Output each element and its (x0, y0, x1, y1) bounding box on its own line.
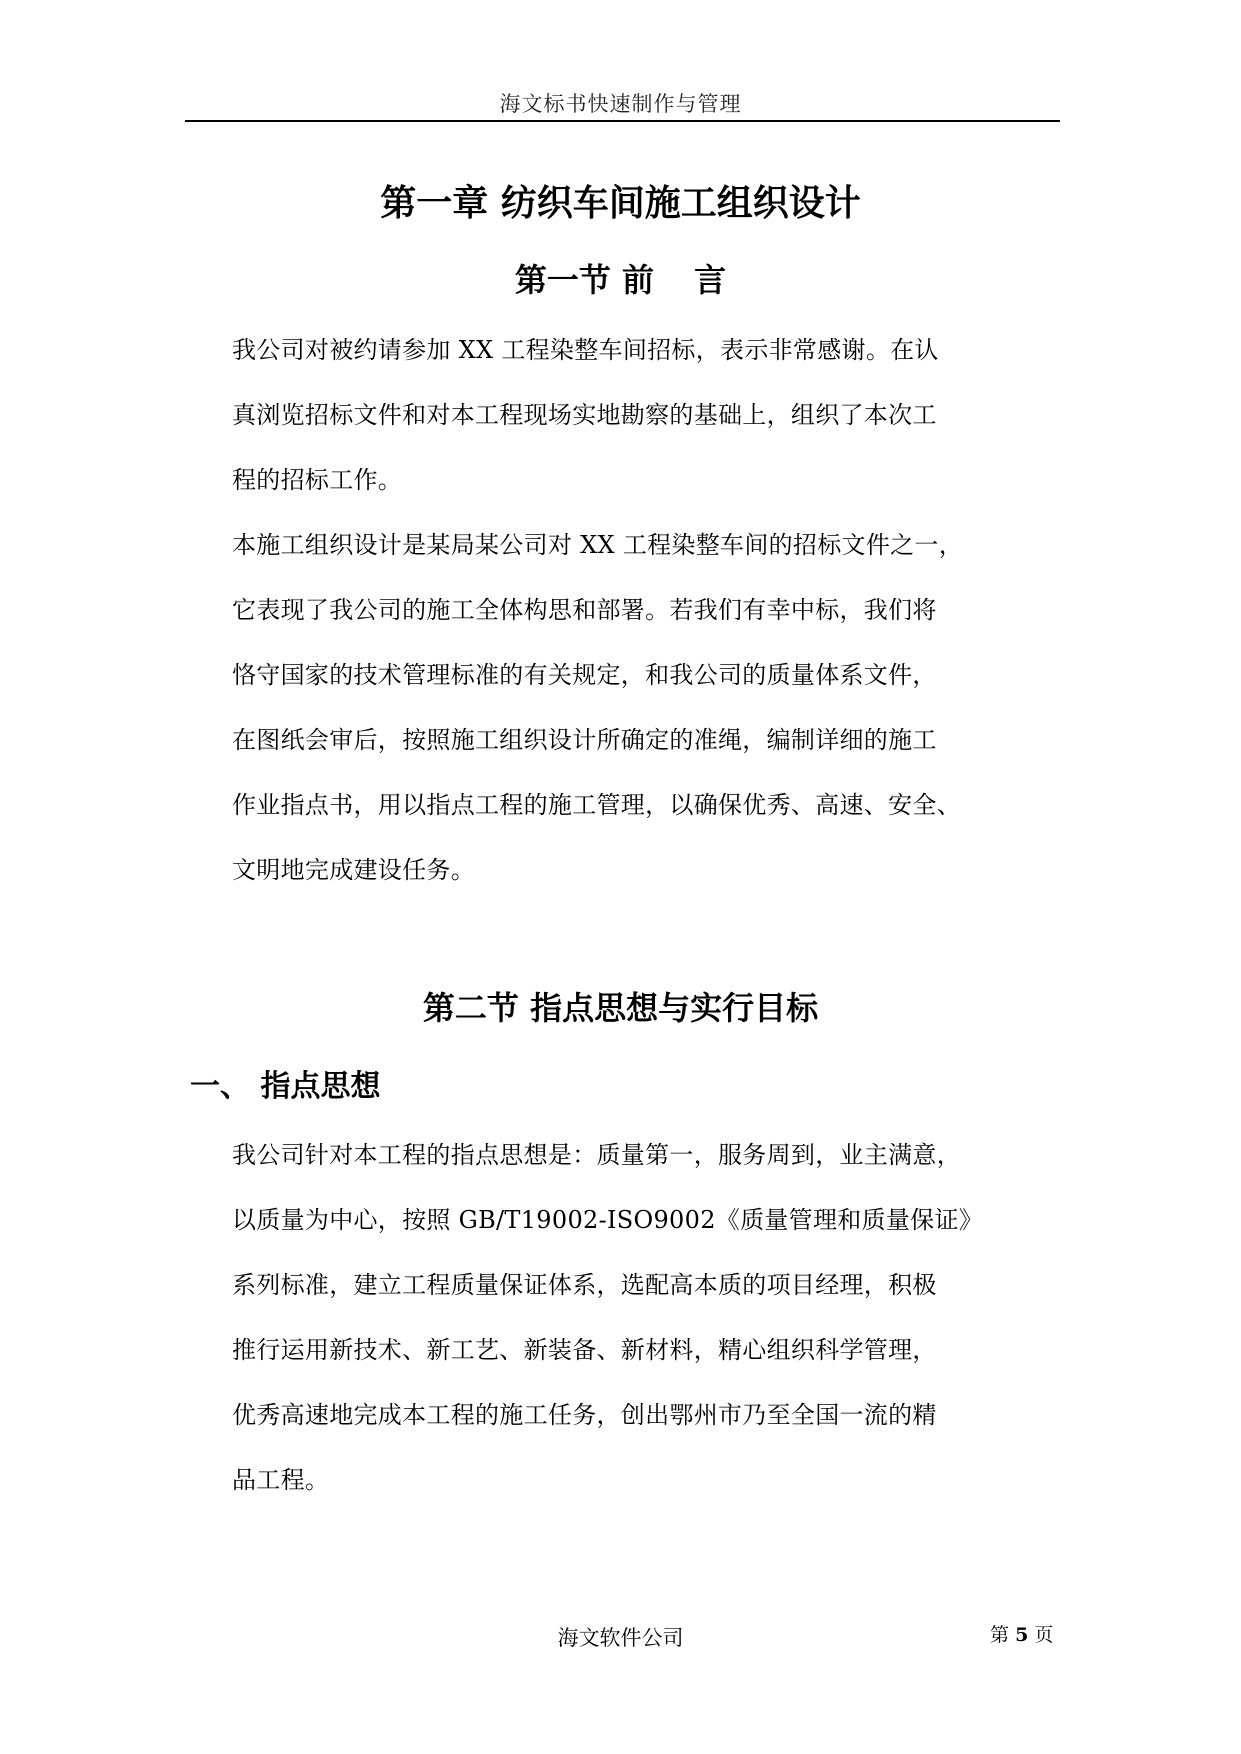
paragraph-preface-1 (232, 335, 1012, 530)
paragraph-line: 我公司对被约请参加 XX 工程染整车间招标，表示非常感谢。在认 (232, 336, 939, 364)
page-number-suffix: 页 (1034, 1624, 1054, 1646)
page-number-prefix: 第 (990, 1624, 1010, 1646)
paragraph-line: 程的招标工作。 (232, 466, 403, 494)
subheading-guiding-thought: 一、 指点思想 (190, 1069, 381, 1104)
footer-company: 海文软件公司 (557, 1626, 684, 1650)
paragraph-line: 它表现了我公司的施工全体构思和部署。若我们有幸中标，我们将 (232, 596, 937, 624)
section-title-preface (0, 255, 1241, 301)
paragraph-line: 恪守国家的技术管理标准的有关规定，和我公司的质量体系文件， (232, 661, 937, 689)
paragraph-line: 品工程。 (232, 1466, 330, 1494)
paragraph-line: 推行运用新技术、新工艺、新装备、新材料，精心组织科学管理， (232, 1336, 937, 1364)
paragraph-guiding-thought (232, 1140, 1012, 1530)
section-title-prefix: 第一节 前 (514, 261, 655, 299)
paragraph-line: 优秀高速地完成本工程的施工任务，创出鄂州市乃至全国一流的精 (232, 1401, 937, 1429)
running-header: 海文标书快速制作与管理 (499, 92, 742, 116)
paragraph-line: 本施工组织设计是某局某公司对 XX 工程染整车间的招标文件之一， (232, 531, 964, 559)
page-number (990, 1620, 1053, 1647)
paragraph-line: 在图纸会审后，按照施工组织设计所确定的准绳，编制详细的施工 (232, 726, 937, 754)
page-number-value: 5 (1015, 1624, 1029, 1646)
chapter-title: 第一章 纺织车间施工组织设计 (380, 183, 861, 224)
paragraph-line: 系列标准，建立工程质量保证体系，选配高本质的项目经理，积极 (232, 1271, 937, 1299)
paragraph-line: 真浏览招标文件和对本工程现场实地勘察的基础上，组织了本次工 (232, 401, 937, 429)
section-title-guiding: 第二节 指点思想与实行目标 (422, 989, 819, 1027)
paragraph-line: 文明地完成建设任务。 (232, 856, 475, 884)
paragraph-line: 我公司针对本工程的指点思想是：质量第一，服务周到，业主满意， (232, 1141, 961, 1169)
paragraph-line: 作业指点书，用以指点工程的施工管理，以确保优秀、高速、安全、 (232, 791, 961, 819)
paragraph-line: 以质量为中心，按照 GB/T19002-ISO9002《质量管理和质量保证》 (232, 1206, 984, 1234)
header-divider (185, 120, 1060, 122)
paragraph-preface-2 (232, 530, 1012, 920)
section-title-suffix: 言 (694, 261, 727, 299)
